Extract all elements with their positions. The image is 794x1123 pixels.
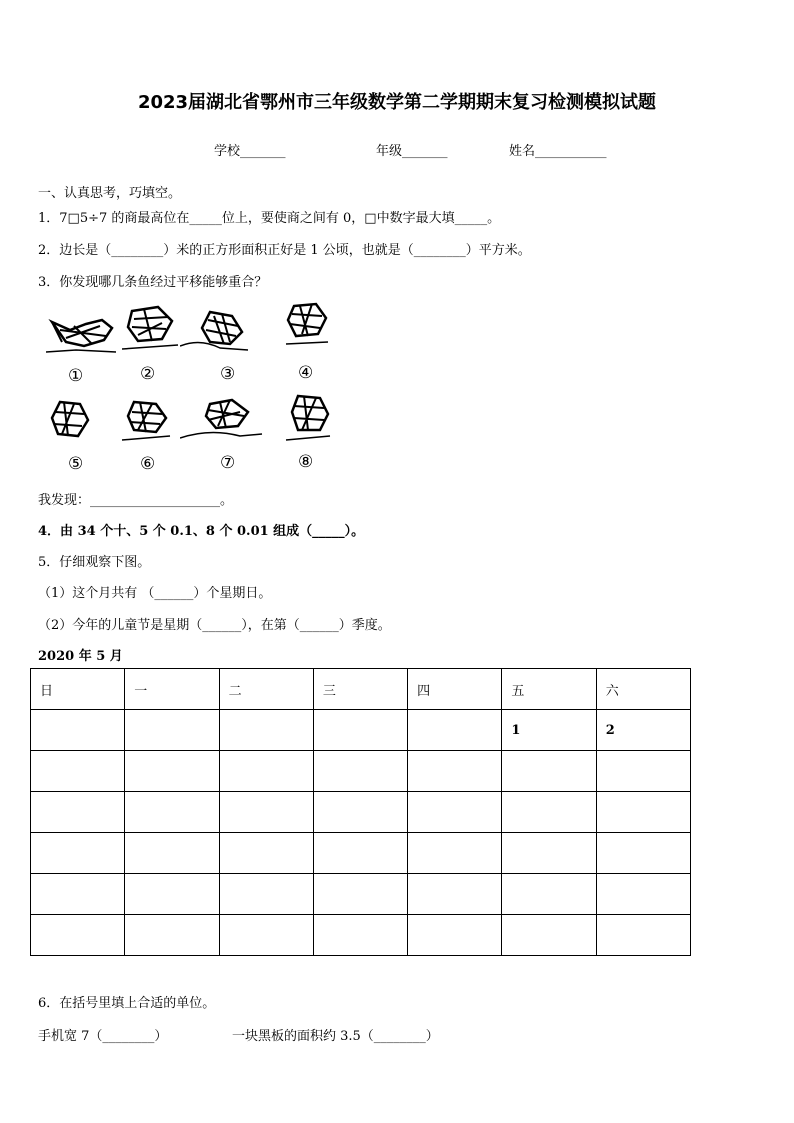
calendar-day-cell: 2 <box>596 710 690 751</box>
calendar-day-cell <box>408 874 502 915</box>
section-heading: 一、认真思考，巧填空。 <box>38 186 182 201</box>
calendar-week-row <box>31 915 691 956</box>
question-6-b: 一块黑板的面积约 3.5（________） <box>232 1029 439 1044</box>
calendar-table <box>30 668 691 956</box>
question-4: 4．由 34 个十、5 个 0.1、8 个 0.01 组成（_____）。 <box>38 524 365 539</box>
fish-label-1: ① <box>68 366 84 386</box>
calendar-day-cell <box>408 792 502 833</box>
question-5: 5．仔细观察下图。 <box>38 555 151 570</box>
calendar-day-cell <box>596 792 690 833</box>
fish-label-4: ④ <box>298 363 314 383</box>
fish-3-drawing <box>180 306 250 354</box>
calendar-day-cell <box>31 833 125 874</box>
calendar-day-cell <box>31 792 125 833</box>
school-field: 学校_______ <box>214 144 286 159</box>
calendar-day-cell <box>408 833 502 874</box>
question-6: 6．在括号里填上合适的单位。 <box>38 996 216 1011</box>
calendar-day-cell <box>219 915 313 956</box>
fish-8-drawing <box>282 390 334 446</box>
calendar-day-cell: 1 <box>502 710 596 751</box>
question-1: 1．7□5÷7 的商最高位在_____位上，要使商之间有 0，□中数字最大填_____。 <box>38 211 501 226</box>
calendar-day-cell <box>219 833 313 874</box>
calendar-day-cell <box>502 792 596 833</box>
calendar-day-cell <box>219 710 313 751</box>
calendar-day-cell <box>502 833 596 874</box>
calendar-day-cell <box>408 751 502 792</box>
calendar-day-cell <box>125 833 219 874</box>
calendar-header-cell: 四 <box>408 669 502 710</box>
calendar-day-cell <box>313 751 407 792</box>
fish-label-6: ⑥ <box>140 454 156 474</box>
calendar-day-cell <box>31 915 125 956</box>
question-3: 3．你发现哪几条鱼经过平移能够重合？ <box>38 275 268 290</box>
calendar-header-cell: 六 <box>596 669 690 710</box>
calendar-header-cell: 日 <box>31 669 125 710</box>
fish-label-7: ⑦ <box>220 453 236 473</box>
calendar-day-cell <box>408 710 502 751</box>
calendar-day-cell <box>125 915 219 956</box>
calendar-day-cell <box>313 915 407 956</box>
calendar-week-row <box>31 792 691 833</box>
calendar-day-cell <box>125 710 219 751</box>
calendar-header-cell: 五 <box>502 669 596 710</box>
calendar-day-cell <box>502 874 596 915</box>
grade-field: 年级_______ <box>376 144 448 159</box>
calendar-week-row <box>31 874 691 915</box>
calendar-caption: 2020 年 5 月 <box>38 649 123 664</box>
calendar-day-cell <box>219 751 313 792</box>
calendar-day-cell <box>125 751 219 792</box>
calendar-week-row <box>31 751 691 792</box>
question-6-a: 手机宽 7（________） <box>38 1029 168 1044</box>
calendar-day-cell <box>313 792 407 833</box>
calendar-day-cell <box>596 915 690 956</box>
fish-4-drawing <box>282 300 330 348</box>
calendar-day-cell <box>408 915 502 956</box>
calendar-header-cell: 一 <box>125 669 219 710</box>
fish-label-8: ⑧ <box>298 452 314 472</box>
calendar-header-cell: 三 <box>313 669 407 710</box>
calendar-day-cell <box>219 874 313 915</box>
name-field: 姓名___________ <box>509 144 607 159</box>
fish-5-drawing <box>46 396 94 446</box>
fish-label-2: ② <box>140 364 156 384</box>
calendar-day-cell <box>313 833 407 874</box>
calendar-day-cell <box>31 751 125 792</box>
calendar-week-row <box>31 833 691 874</box>
calendar-day-cell <box>313 874 407 915</box>
calendar-day-cell <box>31 710 125 751</box>
question-5-1: （1）这个月共有 （______）个星期日。 <box>38 586 272 601</box>
calendar-day-cell <box>219 792 313 833</box>
calendar-day-cell <box>502 915 596 956</box>
fish-6-drawing <box>120 396 172 444</box>
calendar-day-cell <box>596 874 690 915</box>
question-5-2: （2）今年的儿童节是星期（______），在第（______）季度。 <box>38 618 391 633</box>
calendar-header-cell: 二 <box>219 669 313 710</box>
fish-7-drawing <box>180 394 264 442</box>
question-2: 2．边长是（________）米的正方形面积正好是 1 公顷，也就是（________）平方米。 <box>38 243 531 258</box>
calendar-day-cell <box>596 751 690 792</box>
calendar-day-cell <box>596 833 690 874</box>
calendar-day-cell <box>125 874 219 915</box>
fish-1-drawing <box>46 312 118 356</box>
calendar-week-row <box>31 710 691 751</box>
fish-label-5: ⑤ <box>68 454 84 474</box>
calendar-day-cell <box>31 874 125 915</box>
fish-label-3: ③ <box>220 364 236 384</box>
question-3-answer: 我发现：____________________。 <box>38 493 234 508</box>
calendar-day-cell <box>502 751 596 792</box>
page-title: 2023届湖北省鄂州市三年级数学第二学期期末复习检测模拟试题 <box>137 92 657 113</box>
fish-2-drawing <box>122 303 180 353</box>
calendar-header-row <box>31 669 691 710</box>
calendar-day-cell <box>125 792 219 833</box>
calendar-day-cell <box>313 710 407 751</box>
